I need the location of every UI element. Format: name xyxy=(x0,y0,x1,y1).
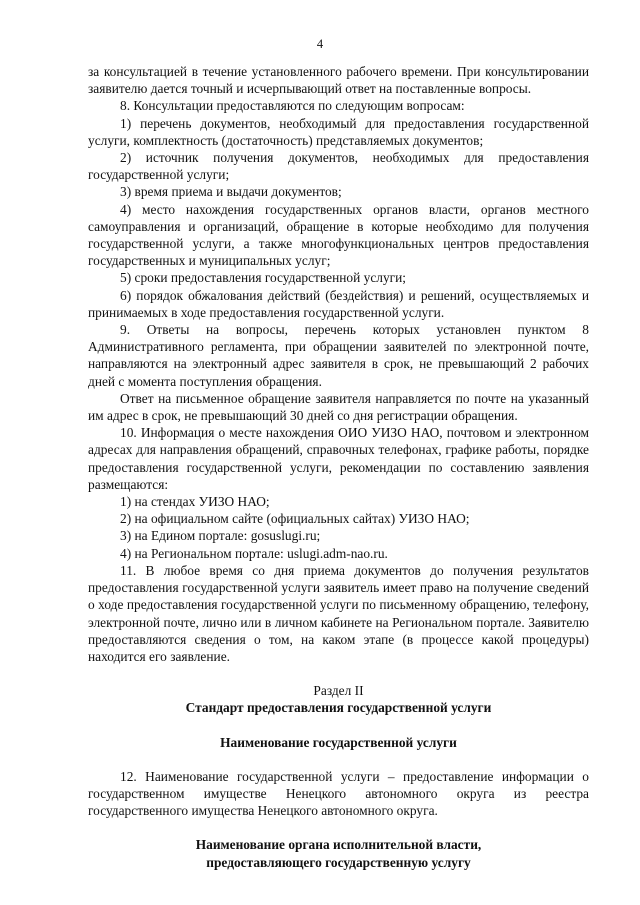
paragraph: 3) на Едином портале: gosuslugi.ru; xyxy=(120,528,321,544)
subheading-service-name: Наименование государственной услуги xyxy=(220,734,457,750)
document-body xyxy=(88,63,589,871)
paragraph-list xyxy=(88,63,589,665)
subheading-authority-line1: Наименование органа исполнительной власти, xyxy=(195,837,482,853)
section-label: Раздел II xyxy=(313,683,364,699)
page-number: 4 xyxy=(316,37,324,51)
paragraph: 3) время приема и выдачи документов; xyxy=(120,184,342,200)
paragraph: 6) порядок обжалования действий (бездействия) и решений, осуществляемых и принимаемых в ходе предоставления государственной услуги. xyxy=(88,287,589,320)
subheading-authority-line2: предоставляющего государственную услугу xyxy=(206,854,471,870)
paragraph: Ответ на письменное обращение заявителя направляется по почте на указанный им адрес в срок, не превышающий 30 дней со дня регистрации обращения. xyxy=(88,390,589,424)
paragraph: 4) на Региональном портале: uslugi.adm-nao.ru. xyxy=(120,545,388,561)
paragraph: 4) место нахождения государственных органов власти, органов местного самоуправления и организаций, обращение в которые необходимо для получения государственной услуги, а также многофункциональных центров предоставления государственных и муниципальных услуг; xyxy=(88,201,589,269)
paragraph-12: 12. Наименование государственной услуги – предоставление информации о государственном имуществе Ненецкого автономного округа из реестра государственного имущества Ненецкого автономного округа. xyxy=(88,768,589,819)
paragraph: 1) на стендах УИЗО НАО; xyxy=(120,494,270,510)
paragraph: 5) сроки предоставления государственной услуги; xyxy=(120,270,407,286)
paragraph: за консультацией в течение установленного рабочего времени. При консультировании заявителю дается точный и исчерпывающий ответ на поставленные вопросы. xyxy=(88,64,589,97)
paragraph: 10. Информация о месте нахождения ОИО УИЗО НАО, почтовом и электронном адресах для направления обращений, справочных телефонах, графике работы, порядке предоставления государственной услуги, рекомендации по составлению заявления размещаются: xyxy=(88,425,589,492)
paragraph: 8. Консультации предоставляются по следующим вопросам: xyxy=(120,98,465,114)
paragraph: 2) источник получения документов, необходимых для предоставления государственной услуги; xyxy=(88,150,589,183)
paragraph: 2) на официальном сайте (официальных сайтах) УИЗО НАО; xyxy=(120,511,470,527)
paragraph: 9. Ответы на вопросы, перечень которых установлен пунктом 8 Административного регламента, при обращении заявителей по электронной почте, направляются на электронный адрес заявителя в срок, не превышающий 2 рабочих дней с момента поступления обращения. xyxy=(88,322,589,389)
paragraph: 11. В любое время со дня приема документов до получения результатов предоставления государственной услуги заявитель имеет право на получение сведений о ходе предоставления государственной услуги по письменному обращению, телефону, электронной почте, лично или в личном кабинете на Региональном портале. Заявителю предоставляются сведения о том, на каком этапе (в процессе какой процедуры) находится его заявление. xyxy=(88,562,589,664)
paragraph: 1) перечень документов, необходимый для предоставления государственной услуги, комплектность (достаточность) представляемых документов; xyxy=(88,115,589,148)
section-title: Стандарт предоставления государственной услуги xyxy=(185,700,492,716)
